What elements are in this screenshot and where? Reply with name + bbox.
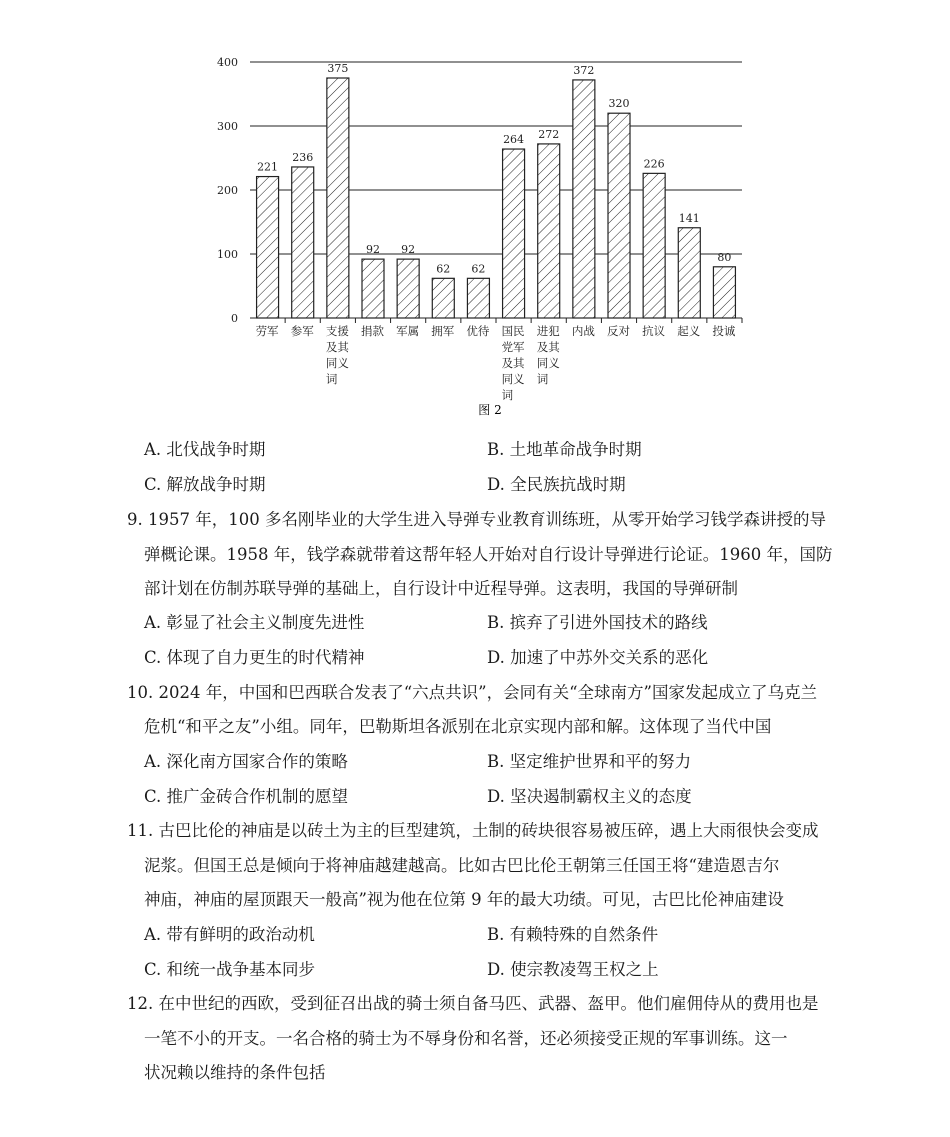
bar-优待 [467, 278, 489, 318]
q9-option-a[interactable]: A. 彰显了社会主义制度先进性 [144, 613, 365, 632]
q9-option-b[interactable]: B. 摈弃了引进外国技术的路线 [487, 613, 708, 632]
category-label: 起义 [677, 324, 701, 338]
chart-caption: 图 2 [478, 403, 502, 417]
q9-stem-line-1: 9. 1957 年，100 多名刚毕业的大学生进入导弹专业教育训练班，从零开始学习钱学森讲授的导 [127, 510, 826, 529]
bar-投诚 [713, 267, 735, 318]
bar-value-label: 375 [327, 62, 349, 75]
chart-bars [257, 78, 736, 318]
q8-option-c[interactable]: C. 解放战争时期 [144, 475, 266, 494]
q11-option-d[interactable]: D. 使宗教凌驾王权之上 [487, 960, 659, 979]
q10-stem-line-2: 危机“和平之友”小组。同年，巴勒斯坦各派别在北京实现内部和解。这体现了当代中国 [144, 717, 772, 736]
category-label: 捐款 [361, 324, 384, 338]
category-label: 支援及其同义词 [325, 324, 349, 386]
y-tick-label: 300 [217, 120, 238, 133]
bar-chart [0, 0, 950, 430]
q10-option-b[interactable]: B. 坚定维护世界和平的努力 [487, 752, 692, 771]
category-label: 国民党军及其同义词 [501, 324, 525, 402]
q9-stem-line-2: 弹概论课。1958 年，钱学森就带着这帮年轻人开始对自行设计导弹进行论证。1960 年，国防 [144, 545, 833, 564]
category-label: 投诚 [712, 324, 736, 338]
bar-value-label: 80 [717, 250, 732, 264]
bar-value-label: 320 [608, 97, 630, 111]
q12-stem-line-1: 12. 在中世纪的西欧，受到征召出战的骑士须自备马匹、武器、盔甲。他们雇佣侍从的费用也是 [127, 994, 819, 1013]
bar-value-label: 221 [257, 160, 279, 174]
y-tick-label: 100 [217, 248, 238, 261]
q12-stem-line-2: 一笔不小的开支。一名合格的骑士为不辱身份和名誉，还必须接受正规的军事训练。这一 [144, 1029, 788, 1048]
chart-axes [250, 318, 742, 323]
bar-value-label: 372 [573, 63, 595, 77]
q12-stem-line-3: 状况赖以维持的条件包括 [144, 1063, 326, 1082]
q11-stem-line-1: 11. 古巴比伦的神庙是以砖土为主的巨型建筑，土制的砖块很容易被压碎，遇上大雨很快会变成 [127, 821, 819, 840]
category-label: 拥军 [431, 324, 455, 338]
q11-option-a[interactable]: A. 带有鲜明的政治动机 [144, 925, 315, 944]
q8-option-b[interactable]: B. 土地革命战争时期 [487, 440, 642, 459]
q10-option-d[interactable]: D. 坚决遏制霸权主义的态度 [487, 787, 692, 806]
category-label: 军属 [396, 324, 420, 338]
bar-value-label: 62 [471, 262, 486, 276]
bar-进犯及其同义词 [538, 144, 560, 318]
bar-value-label: 236 [292, 150, 314, 164]
q9-option-c[interactable]: C. 体现了自力更生的时代精神 [144, 648, 365, 667]
bar-起义 [678, 228, 700, 318]
category-label: 参军 [290, 324, 314, 338]
q11-option-b[interactable]: B. 有赖特殊的自然条件 [487, 925, 659, 944]
bar-劳军 [257, 177, 279, 318]
category-label: 抗议 [642, 324, 666, 338]
q9-stem-line-3: 部计划在仿制苏联导弹的基础上，自行设计中近程导弹。这表明，我国的导弹研制 [144, 579, 738, 598]
category-label: 优待 [466, 324, 490, 338]
bar-支援及其同义词 [327, 78, 349, 318]
bar-内战 [573, 80, 595, 318]
bar-国民党军及其同义词 [503, 149, 525, 318]
category-label: 劳军 [255, 324, 279, 338]
bar-value-label: 92 [366, 243, 380, 257]
bar-value-label: 92 [401, 243, 416, 257]
bar-参军 [292, 167, 314, 318]
q8-option-d[interactable]: D. 全民族抗战时期 [487, 475, 626, 494]
bar-value-label: 264 [503, 133, 525, 147]
bar-value-label: 272 [538, 127, 560, 141]
bar-反对 [608, 113, 630, 318]
q10-option-c[interactable]: C. 推广金砖合作机制的愿望 [144, 787, 349, 806]
category-label: 反对 [607, 324, 630, 338]
bar-拥军 [432, 278, 454, 318]
y-tick-label: 400 [217, 56, 238, 69]
q10-option-a[interactable]: A. 深化南方国家合作的策略 [144, 752, 348, 771]
q10-stem-line-1: 10. 2024 年，中国和巴西联合发表了“六点共识”，会同有关“全球南方”国家发起成立了乌克兰 [127, 683, 817, 702]
bar-抗议 [643, 173, 665, 318]
category-label: 进犯及其同义词 [536, 324, 560, 386]
bar-value-label: 226 [643, 157, 665, 171]
q9-option-d[interactable]: D. 加速了中苏外交关系的恶化 [487, 648, 709, 667]
q8-option-a[interactable]: A. 北伐战争时期 [144, 440, 266, 459]
bar-军属 [397, 259, 419, 318]
q11-option-c[interactable]: C. 和统一战争基本同步 [144, 960, 316, 979]
y-tick-label: 200 [217, 184, 238, 197]
bar-捐款 [362, 259, 384, 318]
bar-value-label: 141 [678, 211, 700, 225]
category-label: 内战 [571, 324, 595, 338]
y-tick-label: 0 [231, 312, 238, 325]
q11-stem-line-3: 神庙，神庙的屋顶跟天一般高”视为他在位第 9 年的最大功绩。可见，古巴比伦神庙建设 [144, 890, 784, 909]
bar-value-label: 62 [436, 262, 451, 276]
q11-stem-line-2: 泥浆。但国王总是倾向于将神庙越建越高。比如古巴比伦王朝第三任国王将“建造恩吉尔 [144, 856, 780, 875]
